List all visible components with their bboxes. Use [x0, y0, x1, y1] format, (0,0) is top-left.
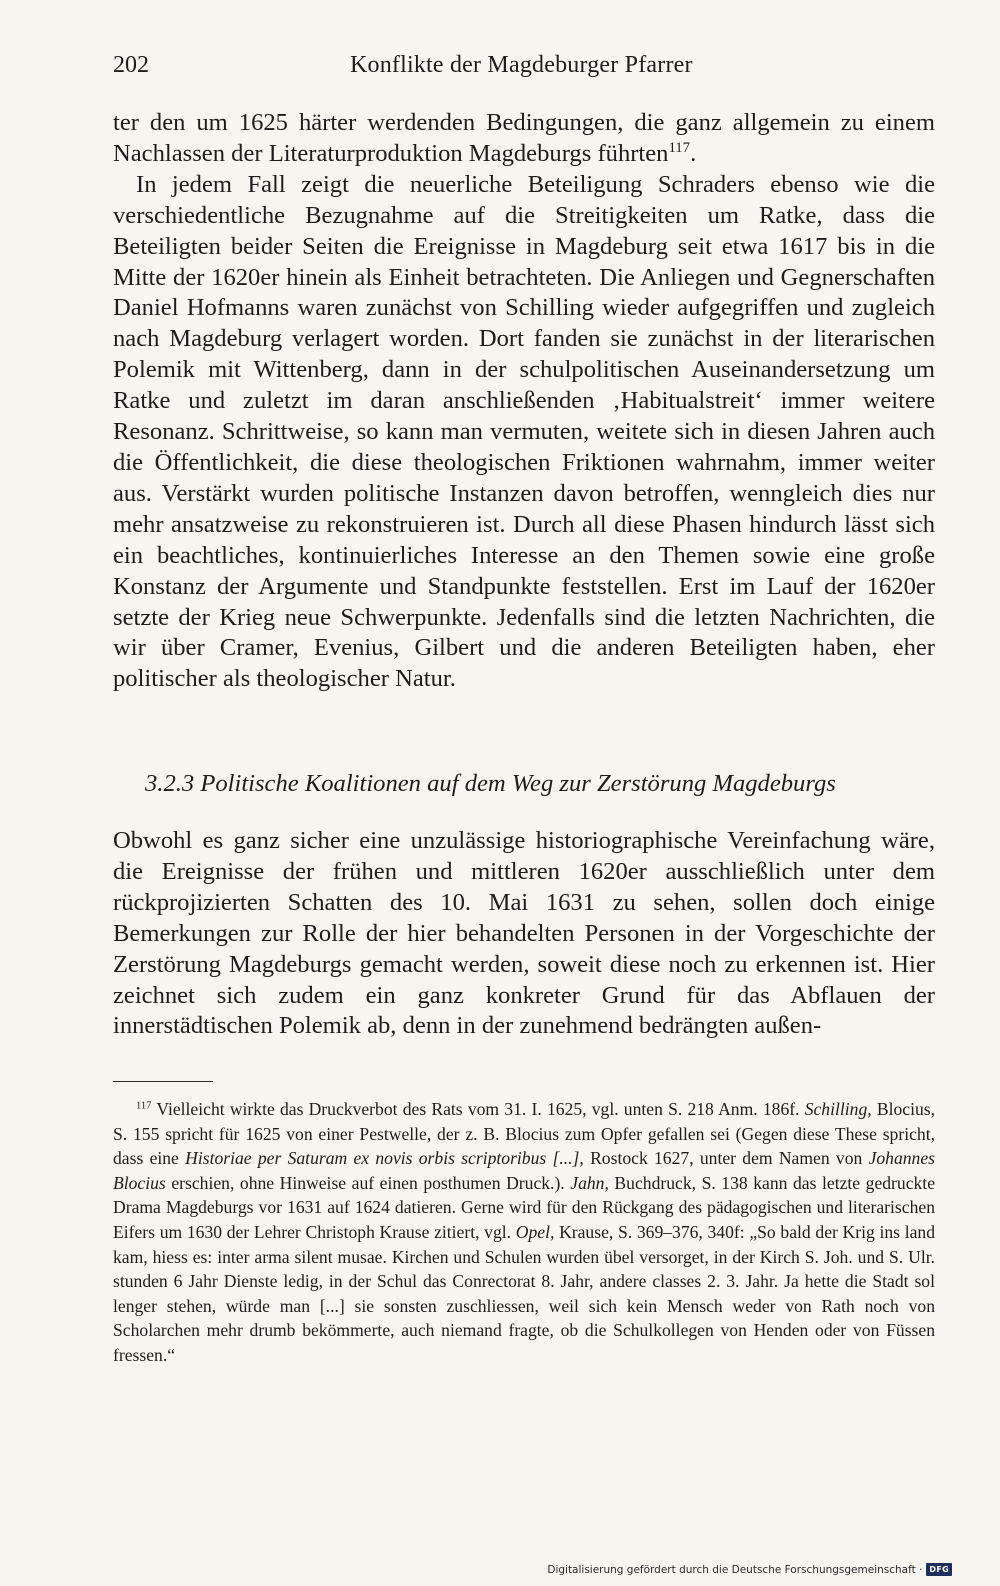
author-name: Johannes Blocius — [113, 1148, 936, 1193]
credit-text: Digitalisierung gefördert durch die Deutsche Forschungsgemeinschaft · — [547, 1563, 923, 1576]
section-body — [113, 826, 935, 1042]
book-title: Historiae per Saturam ex novis orbis scriptoribus [...], — [185, 1148, 584, 1169]
running-header — [113, 48, 935, 82]
footnote-segment: Blocius, S. 155 spricht für 1625 von einer Pestwelle, der z. B. Blocius zum Opfer gefallen sei (Gegen diese These spricht, dass eine — [113, 1099, 935, 1169]
page-number: 202 — [113, 52, 149, 78]
paragraph-continuation — [113, 108, 935, 170]
body-text — [113, 108, 935, 695]
paragraph-end: . — [690, 139, 697, 167]
footnote — [113, 1097, 935, 1368]
paragraph: In jedem Fall zeigt die neuerliche Beteiligung Schraders ebenso wie die verschiedentliche Bezugnahme auf die Streitigkeiten um Ratke, dass die Beteiligten beider Seiten die Ereignisse in Magdeburg seit etwa 1617 bis in die Mitte der 1620er hinein als Einheit betrachteten. Die Anliegen und Gegnerschaften Daniel Hofmanns waren zunächst von Schilling wieder aufgegriffen und zugleich nach Magdeburg verlagert worden. Dort fanden sie zunächst in der literarischen Polemik mit Wittenberg, dann in der schulpolitischen Auseinandersetzung um Ratke und zuletzt im daran anschließenden ‚Habitualstreit‘ immer weitere Resonanz. Schrittweise, so kann man vermuten, weitete sich in diesen Jahren auch die Öffentlichkeit, die diese theologischen Friktionen wahrnahm, immer weiter aus. Verstärkt wurden politische Instanzen davon betroffen, wenngleich dies nur mehr ansatzweise zu rekonstruieren ist. Durch all diese Phasen hindurch lässt sich ein beachtliches, kontinuierliches Interesse an den Themen sowie eine große Konstanz der Argumente und Standpunkte feststellen. Erst im Lauf der 1620er setzte der Krieg neue Schwerpunkte. Jedenfalls sind die letzten Nachrichten, die wir über Cramer, Evenius, Gilbert und die anderen Beteiligten haben, eher politischer als theologischer Natur. — [113, 170, 935, 693]
paragraph-text: ter den um 1625 härter werdenden Bedingungen, die ganz allgemein zu einem Nachlassen der Literaturproduktion Magdeburgs führten — [113, 109, 935, 167]
footnote-segment: Rostock 1627, unter dem Namen von — [583, 1148, 869, 1169]
author-name: Jahn, — [570, 1172, 609, 1193]
footnote-segment: Krause, S. 369–376, 340f: „So bald der Krig ins land kam, hiess es: inter arma silent musae. Kirchen und Schulen wurden übel versorget, in der Kirch S. Joh. und S. Ulr. stunden 6 Jahr Dienste ledig, in der Schul das Conrectorat 8. Jahr, andere classes 2. 3. Jahr. Ja hette die Stadt sol lenger stehen, würde man [...] sie sonsten zuschliessen, weil sich kein Mensch weder von Rath noch von Scholarchen mehr drumb bekömmerte, auch niemand fragte, ob die Schulkollegen von Henden oder von Füssen fressen.“ — [113, 1221, 935, 1365]
section-heading: 3.2.3 Politische Koalitionen auf dem Weg zur Zerstörung Magdeburgs — [145, 770, 836, 797]
footnote-divider — [113, 1081, 213, 1082]
paragraph: Obwohl es ganz sicher eine unzulässige historiographische Vereinfachung wäre, die Ereignisse der frühen und mittleren 1620er ausschließlich unter dem rückprojizierten Schatten des 10. Mai 1631 zu sehen, sollen doch einige Bemerkungen zur Rolle der hier behandelten Personen in der Vorgeschichte der Zerstörung Magdeburgs gemacht werden, soweit diese noch zu erkennen ist. Hier zeichnet sich zudem ein ganz konkreter Grund für das Abflauen der innerstädtischen Polemik ab, denn in der zunehmend bedrängten außen- — [113, 827, 935, 1040]
footnote-segment: Buchdruck, S. 138 kann das letzte gedruckte Drama Magdeburgs vor 1631 auf 1624 datieren. Gerne wird für den Rückgang des pädagogischen und literarischen Eifers um 1630 der Lehrer Christoph Krause zitiert, vgl. — [113, 1172, 936, 1242]
digitization-credit — [547, 1563, 952, 1576]
dfg-logo-icon: DFG — [926, 1563, 952, 1576]
footnote-number: 117 — [136, 1100, 152, 1112]
footnote-text — [113, 1097, 935, 1368]
author-name: Schilling, — [804, 1099, 872, 1119]
footnote-reference[interactable]: 117 — [668, 140, 691, 157]
footnote-segment: Vielleicht wirkte das Druckverbot des Rats vom 31. I. 1625, vgl. unten S. 218 Anm. 186f. — [151, 1099, 805, 1119]
author-name: Opel, — [515, 1221, 555, 1242]
running-title: Konflikte der Magdeburger Pfarrer — [350, 52, 693, 78]
footnote-segment: erschien, ohne Hinweise auf einen posthumen Druck.). — [165, 1172, 571, 1193]
